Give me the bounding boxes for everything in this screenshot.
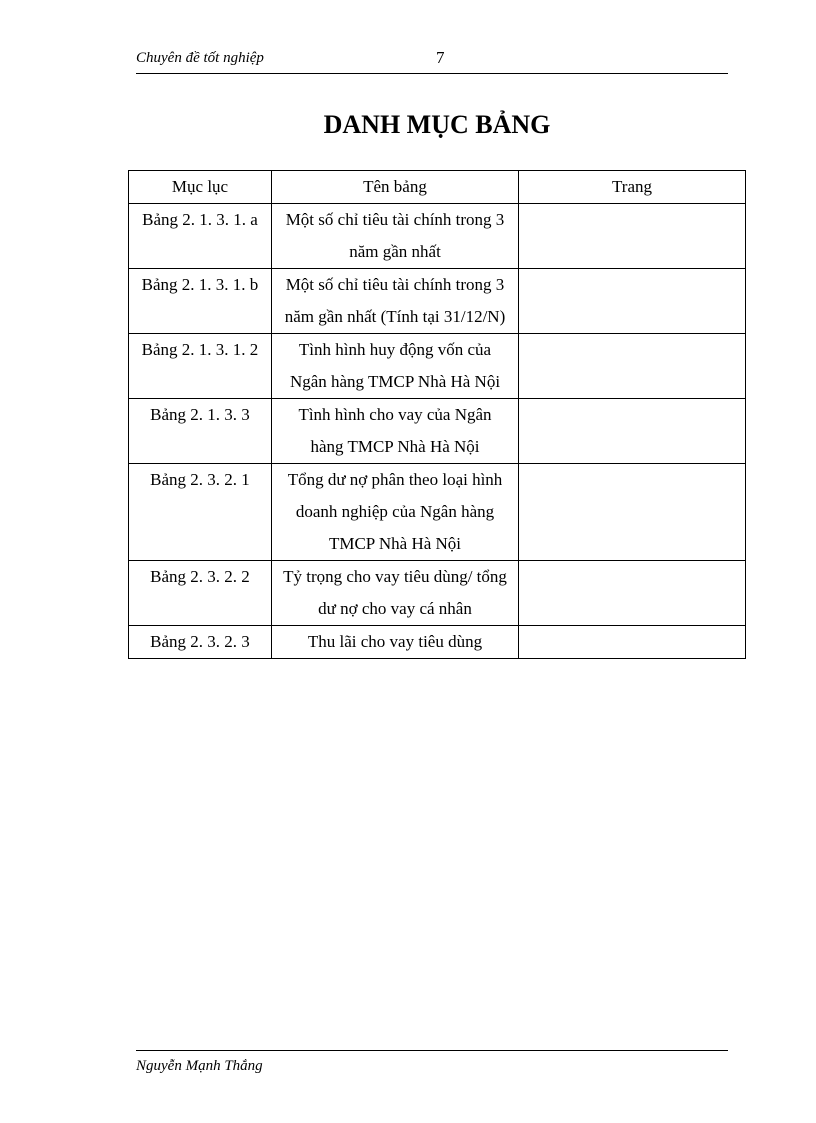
column-header-index: Mục lục <box>129 171 272 204</box>
row-page <box>519 399 746 464</box>
row-ref: Bảng 2. 1. 3. 1. b <box>129 269 272 334</box>
row-page <box>519 626 746 659</box>
row-name: Tỷ trọng cho vay tiêu dùng/ tổng dư nợ cho vay cá nhân <box>272 561 519 626</box>
row-page <box>519 334 746 399</box>
table-list <box>128 170 746 659</box>
row-ref: Bảng 2. 1. 3. 1. a <box>129 204 272 269</box>
page-header <box>136 48 728 74</box>
row-ref: Bảng 2. 3. 2. 2 <box>129 561 272 626</box>
table-row <box>129 204 746 269</box>
table-row <box>129 269 746 334</box>
row-ref: Bảng 2. 3. 2. 3 <box>129 626 272 659</box>
row-name: Một số chỉ tiêu tài chính trong 3 năm gần nhất (Tính tại 31/12/N) <box>272 269 519 334</box>
row-ref: Bảng 2. 1. 3. 1. 2 <box>129 334 272 399</box>
row-ref: Bảng 2. 1. 3. 3 <box>129 399 272 464</box>
author-name: Nguyễn Mạnh Thắng <box>136 1058 263 1074</box>
row-page <box>519 464 746 561</box>
page-footer <box>136 1050 728 1074</box>
header-title: Chuyên đề tốt nghiệp <box>136 50 264 66</box>
page-number: 7 <box>436 48 445 67</box>
row-ref: Bảng 2. 3. 2. 1 <box>129 464 272 561</box>
column-header-table-name: Tên bảng <box>272 171 519 204</box>
row-name: Một số chỉ tiêu tài chính trong 3 năm gần nhất <box>272 204 519 269</box>
table-row <box>129 334 746 399</box>
document-title: DANH MỤC BẢNG <box>323 110 551 139</box>
table-row <box>129 626 746 659</box>
row-name: Thu lãi cho vay tiêu dùng <box>272 626 519 659</box>
table-row <box>129 464 746 561</box>
table-row <box>129 561 746 626</box>
row-name: Tình hình cho vay của Ngân hàng TMCP Nhà Hà Nội <box>272 399 519 464</box>
table-row <box>129 399 746 464</box>
column-header-page: Trang <box>519 171 746 204</box>
table-header-row <box>129 171 746 204</box>
row-name: Tình hình huy động vốn của Ngân hàng TMCP Nhà Hà Nội <box>272 334 519 399</box>
row-page <box>519 269 746 334</box>
row-page <box>519 204 746 269</box>
row-name: Tổng dư nợ phân theo loại hình doanh nghiệp của Ngân hàng TMCP Nhà Hà Nội <box>272 464 519 561</box>
row-page <box>519 561 746 626</box>
